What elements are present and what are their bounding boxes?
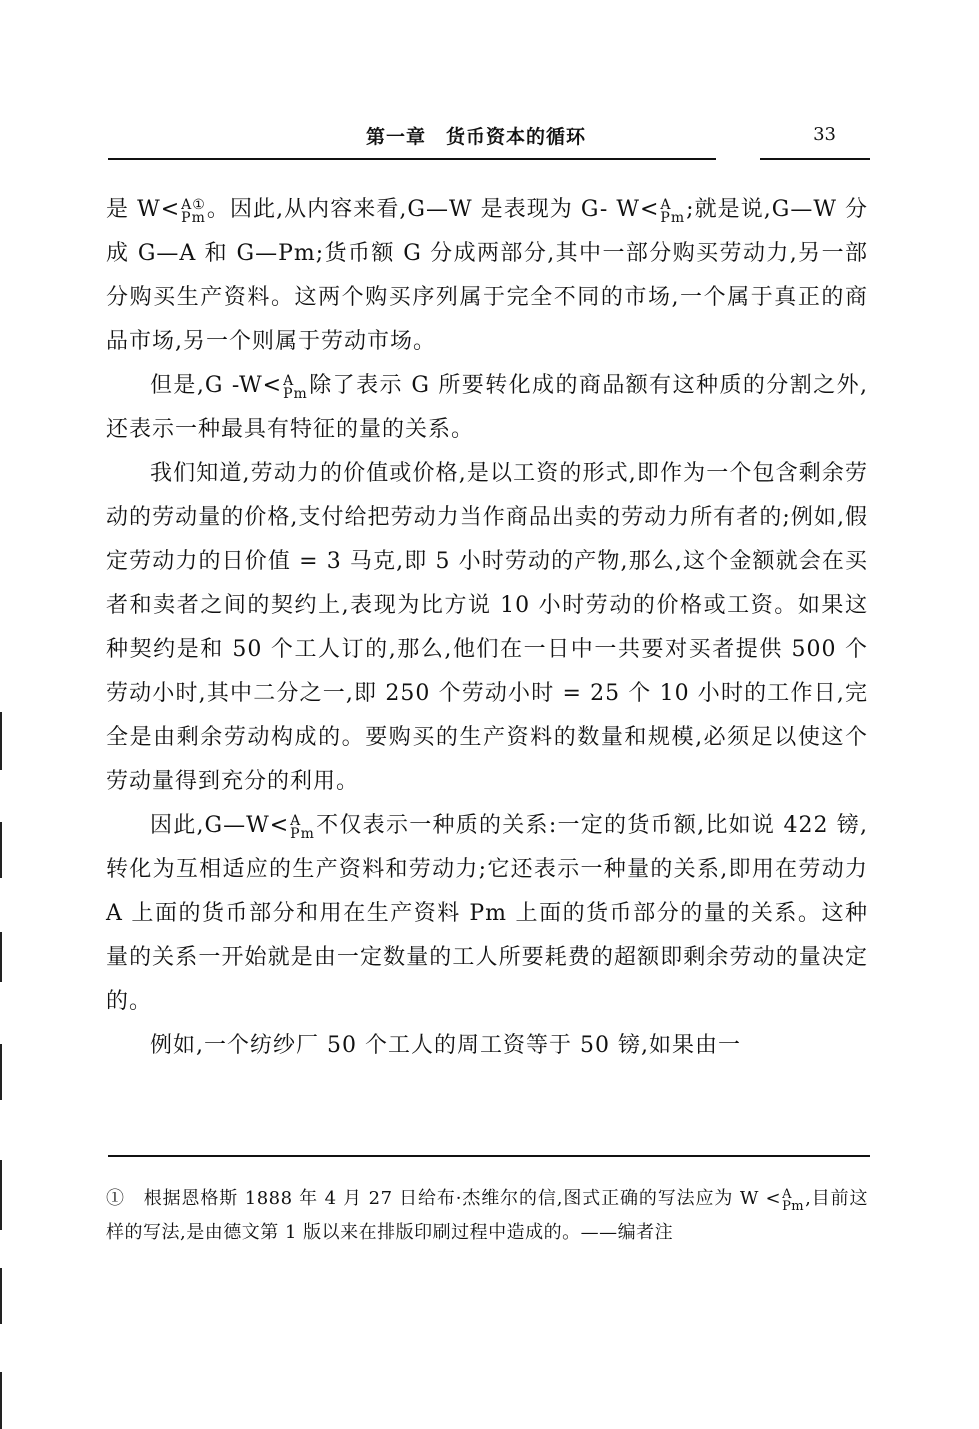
text-run: 不仅表示一种质的关系:一定的货币额,比如说 422 镑,转化为互相适应的生产资料和劳动力;它还表示一种量的关系,即用在劳动力 A 上面的货币部分和用在生产资料 Pm 上面的货币部分的量的关系。这种量的关系一开始就是由一定数量的工人所要耗费的超额即剩余劳动的量决定的。 <box>106 813 868 1014</box>
scan-edge-mark <box>0 712 2 770</box>
paragraph <box>106 188 868 364</box>
formula-branch <box>283 375 308 401</box>
scan-edge-mark <box>0 1372 2 1429</box>
text-run: 因此,G—W< <box>150 813 290 838</box>
formula-branch-upper: A① <box>181 197 206 213</box>
formula-branch-upper: A <box>283 373 295 389</box>
running-header <box>108 118 870 162</box>
formula-branch <box>782 1189 804 1213</box>
footnote <box>106 1182 868 1250</box>
header-rule <box>108 158 870 160</box>
text-run: 。因此,从内容来看,G—W 是表现为 G- W< <box>206 197 660 222</box>
scan-edge-mark <box>0 1268 2 1324</box>
text-run: 但是,G -W< <box>150 373 283 398</box>
text-run: 除了表示 G 所要转化成的商品额有这种质的分割之外,还表示一种最具有特征的量的关系。 <box>106 373 869 442</box>
paragraph <box>106 452 868 804</box>
formula-branch-lower: Pm <box>181 210 206 226</box>
text-run: 例如,一个纺纱厂 50 个工人的周工资等于 50 镑,如果由一 <box>150 1033 741 1058</box>
footnote-divider <box>108 1155 870 1157</box>
formula-branch-upper: A <box>660 197 672 213</box>
formula-branch <box>290 815 315 841</box>
formula-branch-lower: Pm <box>782 1199 805 1214</box>
formula-branch <box>181 199 206 225</box>
scan-edge-mark <box>0 822 2 878</box>
text-run: 我们知道,劳动力的价值或价格,是以工资的形式,即作为一个包含剩余劳动的劳动量的价格,支付给把劳动力当作商品出卖的劳动力所有者的;例如,假定劳动力的日价值 = 3 马克,即 5 小时劳动的产物,那么,这个金额就会在买者和卖者之间的契约上,表现为比方说 10 小时劳动的价格或工资。如果这种契约是和 50 个工人订的,那么,他们在一日中一共要对买者提供 500 个劳动小时,其中二分之一,即 250 个劳动小时 = 25 个 10 小时的工作日,完全是由剩余劳动构成的。要购买的生产资料的数量和规模,必须足以使这个劳动量得到充分的利用。 <box>106 461 868 794</box>
body-text <box>106 188 868 1068</box>
formula-branch-lower: Pm <box>290 826 315 842</box>
text-run: ;就是说,G—W 分成 G—A 和 G—Pm;货币额 G 分成两部分,其中一部分购买劳动力,另一部分购买生产资料。这两个购买序列属于完全不同的市场,一个属于真正的商品市场,另一个则属于劳动市场。 <box>106 197 868 354</box>
formula-branch <box>660 199 685 225</box>
scan-edge-mark <box>0 1160 2 1230</box>
formula-branch-upper: A <box>290 813 302 829</box>
paragraph <box>106 364 868 452</box>
chapter-title: 第一章 货币资本的循环 <box>366 126 587 148</box>
text-run: ① 根据恩格斯 1888 年 4 月 27 日给布·杰维尔的信,图式正确的写法应为 W < <box>106 1188 782 1209</box>
text-run: ,目前这样的写法,是由德文第 1 版以来在排版印刷过程中造成的。——编者注 <box>106 1188 868 1243</box>
paragraph <box>106 804 868 1024</box>
page-number: 33 <box>813 124 836 145</box>
scan-edge-mark <box>0 1044 2 1100</box>
formula-branch-upper: A <box>782 1187 792 1202</box>
text-run: 是 W< <box>106 197 181 222</box>
formula-branch-lower: Pm <box>660 210 686 226</box>
scan-edge-mark <box>0 932 2 982</box>
paragraph <box>106 1024 868 1068</box>
formula-branch-lower: Pm <box>283 386 308 402</box>
